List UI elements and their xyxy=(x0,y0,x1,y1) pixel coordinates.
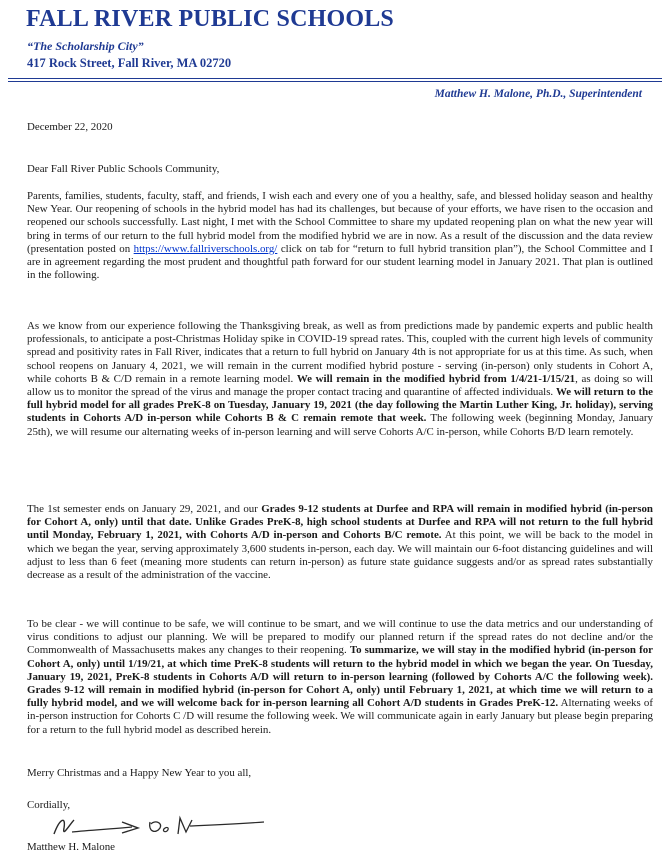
letterhead-rule-top xyxy=(8,78,662,79)
paragraph-3 xyxy=(27,503,653,582)
cordially: Cordially, xyxy=(27,799,71,811)
letterhead-address: 417 Rock Street, Fall River, MA 02720 xyxy=(27,56,232,70)
superintendent-line: Matthew H. Malone, Ph.D., Superintendent xyxy=(434,88,642,100)
letterhead-rule-bottom xyxy=(8,81,662,82)
paragraph-2-text-a: As we know from our experience following the Thanksgiving break, as well as from predictions made by pandemic experts and public health professionals, to anticipate a post-Christmas Holiday spike in COVID-19 spread rates. This, coupled with the current high levels of community spread and positivity rates in Fall River, indicates that a return to full hybrid on January 4th is not appropriate for us at this time. As such, when school reopens on January 4, 2021, we will remain in the current modified hybrid posture - serving (in-person) only students in Cohort A, while cohorts B & C/D remain in a remote learning model. xyxy=(27,320,653,385)
website-link[interactable]: https://www.fallriverschools.org/ xyxy=(133,242,278,255)
paragraph-1-text-b: click on tab for “return to full hybrid transition plan”), the School Committee and I are in agreement regarding the most prudent and thoughtful path forward for our student learning model in January 2021. That plan is outlined in the following. xyxy=(27,242,654,282)
salutation: Dear Fall River Public Schools Community, xyxy=(27,163,220,175)
paragraph-2-bold-1: We will remain in the modified hybrid from 1/4/21-1/15/21 xyxy=(296,372,576,385)
paragraph-3-text-a: The 1st semester ends on January 29, 2021, and our xyxy=(27,503,262,515)
closing-line: Merry Christmas and a Happy New Year to you all, xyxy=(27,767,252,779)
paragraph-4-text-a: To be clear - we will continue to be safe, we will continue to be smart, and we will continue to use the data metrics and our understanding of virus conditions to adjust our planning. We will be prepared to modify our planned return if the spread rates do not decline and/or the Commonwealth of Massachusetts makes any changes to their reopening. xyxy=(27,618,653,657)
paragraph-4-text-c: Alternating weeks of in-person instruction for Cohorts C /D will resume the following week. We will communicate again in early January but please begin preparing for a return to the full hybrid model as described herein. xyxy=(27,697,653,736)
handwritten-signature xyxy=(52,812,272,842)
paragraph-2 xyxy=(27,320,653,439)
letter-date: December 22, 2020 xyxy=(27,121,113,133)
signer-name: Matthew H. Malone xyxy=(27,841,116,853)
paragraph-1 xyxy=(27,190,653,282)
paragraph-2-text-c: , as doing so will allow us to monitor the spread of the virus and manage the proper contact tracing and quarantine of affected individuals. xyxy=(27,372,654,399)
paragraph-4-bold-1: To summarize, we will stay in the modified hybrid (in-person for Cohort A, only) until 1/19/21, at which time PreK-8 students will return to the hybrid model in which we began the year. On Tuesday, January 19, 2021, PreK-8 students in Cohorts A/D will return to in-person learning (followed by Cohorts A/C the following week). Grades 9-12 will remain in modified hybrid (in-person for Cohort A, only) until February 1, 2021, at which time we will return to a fully hybrid model, and we will welcome back for in-person learning all Cohort A/D students in Grades PreK-12. xyxy=(27,644,654,710)
paragraph-3-text-c: At this point, we will be back to the model in which we began the year, serving approximately 3,600 students in-person, each day. We will maintain our 6-foot distancing guidelines and will adjust to less than 6 feet (meaning more students can return in-person) as future state guidance suggests and/or as spread rates substantially decrease as a result of the administration of the vaccine. xyxy=(27,529,654,582)
paragraph-3-bold-1: Grades 9-12 students at Durfee and RPA will remain in modified hybrid (in-person for Cohort A, only) until that date. Unlike Grades PreK-8, high school students at Durfee and RPA will not return to the full hybrid until Monday, February 1, 2021, with Cohorts A/D in-person and Cohorts B/C remote. xyxy=(27,503,653,542)
letterhead-title: FALL RIVER PUBLIC SCHOOLS xyxy=(26,6,394,32)
paragraph-4 xyxy=(27,618,653,737)
paragraph-2-text-d: The following week (beginning Monday, January 25th), we will resume our alternating weeks of in-person learning and will serve Cohorts A/C in-person, while Cohorts B/D learn remotely. xyxy=(27,412,654,438)
paragraph-1-text-a: Parents, families, students, faculty, staff, and friends, I wish each and every one of you a healthy, safe, and blessed holiday season and healthy New Year. Our reopening of schools in the hybrid model has had its challenges, but because of your efforts, we have risen to the occasion and reopened our schools successfully. Last night, I met with the School Committee to share my updated reopening plan on what the new year will bring in terms of our return to the full hybrid model from the modified hybrid we are in now. As a result of the discussion and the data review (presentation posted on xyxy=(27,190,653,255)
letterhead-motto: “The Scholarship City” xyxy=(27,39,144,53)
paragraph-2-bold-2: We will return to the full hybrid model for all grades PreK-8 on Tuesday, January 19, 2021 (the day following the Martin Luther King, Jr. holiday), serving students in Cohorts A/D in-person while Cohorts B & C remain remote that week. xyxy=(27,386,653,425)
